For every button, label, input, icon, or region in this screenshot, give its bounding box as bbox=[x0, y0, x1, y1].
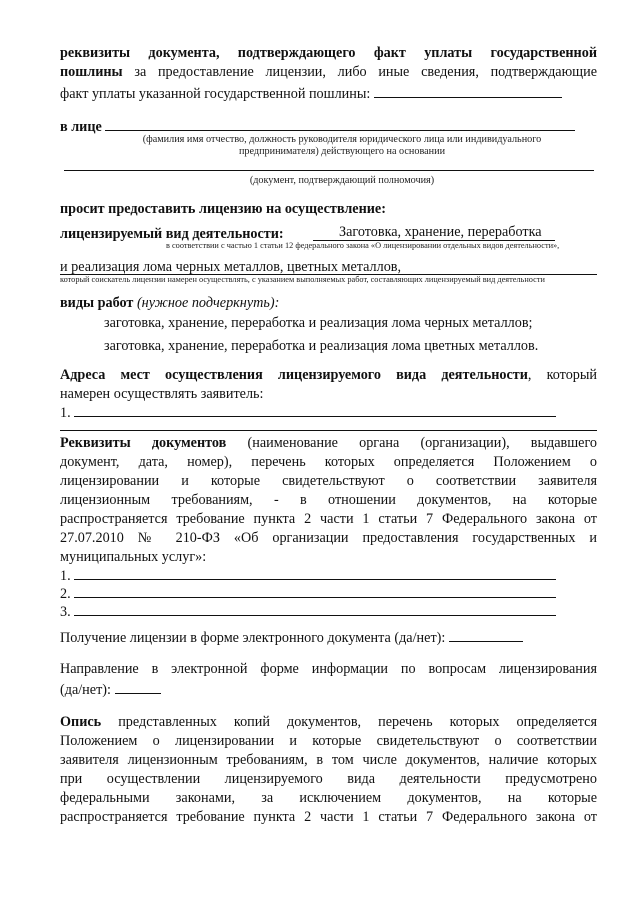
electronic-info-line1: Направление в электронной форме информации по вопросам лицензирования bbox=[60, 661, 597, 677]
electronic-info-fill[interactable] bbox=[115, 679, 161, 694]
requisites-fill-line-1[interactable] bbox=[74, 565, 556, 580]
activity-line1: лицензируемый вид деятельности: bbox=[60, 226, 284, 242]
requisites-item-3: 3. bbox=[60, 601, 597, 622]
works-item-2[interactable]: заготовка, хранение, переработка и реализация лома цветных металлов. bbox=[104, 338, 539, 354]
addresses-line2: намерен осуществлять заявитель: bbox=[60, 386, 264, 402]
requisites-line7: муниципальных услуг»: bbox=[60, 549, 207, 565]
address-fill-line-1[interactable] bbox=[74, 402, 556, 417]
requisites-fill-line-3[interactable] bbox=[74, 601, 556, 616]
payment-requisites-line2: пошлины за предоставление лицензии, либо иные сведения, подтверждающие bbox=[60, 64, 597, 80]
address-item-1: 1. bbox=[60, 402, 597, 423]
activity-value-2: и реализация лома черных металлов, цветных металлов, bbox=[60, 259, 402, 275]
requisites-line4: лицензионным требованиям, - в отношении документов, на которые bbox=[60, 492, 597, 508]
activity-note-2: который соискатель лицензии намерен осуществлять, с указанием выполняемых работ, составляющих лицензируемый вид деятельности bbox=[60, 275, 545, 284]
requisites-item-1: 1. bbox=[60, 565, 597, 586]
activity-note-1: в соответствии с частью 1 статьи 12 федерального закона «О лицензировании отдельных видов деятельности», bbox=[166, 241, 560, 250]
requisites-line2: документ, дата, номер), перечень которых определяется Положением о bbox=[60, 454, 597, 470]
inventory-line6: распространяется требование пункта 2 части 1 статьи 7 Федерального закона от bbox=[60, 809, 597, 825]
basis-caption: (документ, подтверждающий полномочия) bbox=[249, 175, 435, 186]
requisites-line3: лицензировании и которые свидетельствуют о соответствии заявителя bbox=[60, 473, 597, 489]
basis-fill-line[interactable] bbox=[64, 170, 594, 171]
inventory-line4: при осуществлении лицензируемого вида деятельности предусмотрено bbox=[60, 771, 597, 787]
requisites-line5: распространяется требование пункта 2 части 1 статьи 7 Федерального закона от bbox=[60, 511, 597, 527]
activity-value-1: Заготовка, хранение, переработка bbox=[339, 224, 542, 240]
inventory-line5: федеральными законами, за исключением документов, на которые bbox=[60, 790, 597, 806]
payment-requisites-line1: реквизиты документа, подтверждающего факт уплаты государственной bbox=[60, 45, 597, 61]
works-item-1[interactable]: заготовка, хранение, переработка и реализация лома черных металлов; bbox=[104, 315, 533, 331]
payment-fill-line[interactable] bbox=[374, 83, 562, 98]
requisites-line1: Реквизиты документов (наименование органа (организации), выдавшего bbox=[60, 435, 597, 451]
payment-requisites-line3: факт уплаты указанной государственной пошлины: bbox=[60, 83, 597, 104]
requisites-fill-line-2[interactable] bbox=[74, 583, 556, 598]
inventory-line1: Опись представленных копий документов, перечень которых определяется bbox=[60, 714, 597, 730]
request-heading: просит предоставить лицензию на осуществление: bbox=[60, 201, 386, 217]
electronic-license-fill[interactable] bbox=[449, 627, 523, 642]
electronic-info-line2: (да/нет): bbox=[60, 679, 597, 700]
requisites-item-2: 2. bbox=[60, 583, 597, 604]
face-caption-1: (фамилия имя отчество, должность руководителя юридического лица или индивидуального bbox=[142, 134, 542, 145]
address-fill-line-2[interactable] bbox=[60, 430, 597, 431]
inventory-line2: Положением о лицензировании и которые свидетельствуют о соответствии bbox=[60, 733, 597, 749]
addresses-line1: Адреса мест осуществления лицензируемого вида деятельности, который bbox=[60, 367, 597, 383]
requisites-line6: 27.07.2010 № 210-ФЗ «Об организации предоставления государственных и bbox=[60, 530, 597, 546]
face-line: в лице bbox=[60, 116, 597, 137]
works-heading: виды работ (нужное подчеркнуть): bbox=[60, 295, 280, 311]
electronic-license-line: Получение лицензии в форме электронного документа (да/нет): bbox=[60, 627, 597, 648]
face-fill-line[interactable] bbox=[105, 116, 575, 131]
face-caption-2: предпринимателя) действующего на основании bbox=[238, 146, 446, 157]
inventory-line3: заявителя лицензионным требованиям, в том числе документов, наличие которых bbox=[60, 752, 597, 768]
